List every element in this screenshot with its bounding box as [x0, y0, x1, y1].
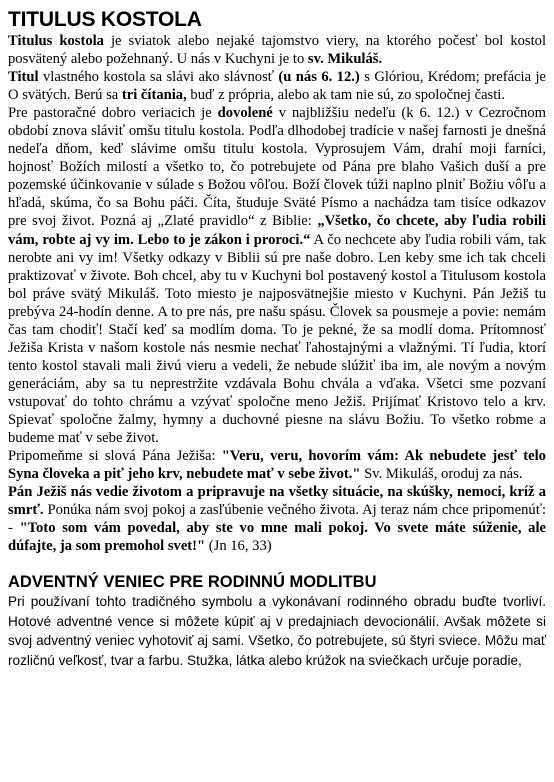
- section-body-adventny-veniec: [8, 592, 546, 670]
- text-run: je sviatok alebo nejaké tajomstvo viery, na ktorého počesť bol kostol posvätený alebo požehnaný. U nás v Kuchyni je to: [8, 33, 546, 68]
- section-body-titulus-kostola: [8, 32, 546, 555]
- section-title-titulus-kostola: TITULUS KOSTOLA: [8, 8, 202, 31]
- text-run: v najbližšiu nedeľu (k 6. 12.) v Cezročnom období znova sláviť omšu titulu kostola. Podľa dlhodobej tradície v našej farnosti je dnešná nedeľa dňom, keď slávime omšu titulu kostola. Vyprosujem Vám, drahí moji farníci, hojnosť Božích milostí a všetko to, čo potrebujete od Pána pre blaho Vašich duší a pre pozemské účinkovanie v súlade s Božou vôľou. Boží človek túži naplno plniť Božiu vôľu a hľadá, skúma, čo sa Bohu páči. Číta, študuje Sväté Písmo a nachádza tam tisíce odkazov pre svoj život. Pozná aj „Zlaté pravidlo“ z Biblie:: [8, 105, 546, 230]
- bold-run: dovolené: [217, 105, 273, 122]
- paragraph: [8, 483, 546, 555]
- text-run: A čo nechcete aby ľudia robili vám, tak nerobte ani vy im! Všetky odkazy v Biblii sú pre naše dobro. Len keby sme ich tak chceli praktizovať v živote. Boh chcel, aby tu v Kuchyni bol postavený kostol a Titulusom kostola bol práve svätý Mikuláš. Toto miesto je najposvätnejšie miesto v Kuchyni. Pán Ježiš tu prebýva 24-hodín denne. A to pre nás, pre našu spásu. Človek sa pousmeje a povie: nemám čas tam chodiť! Stačí keď sa modlím doma. To je pekné, že sa modlí doma. Prítomnosť Ježiša Krista v našom kostole nás nesmie nechať ľahostajnými a vlažnými. Tí ľudia, ktorí tento kostol stavali mali živú vieru a vedeli, že nebude slúžiť iba im, ale novým a novým generáciám, aby sa tu neprestržite vzdávala Bohu chvála a vďaka. Všetci sme pozvaní vstupovať do tohto chrámu a vzývať spoločne meno Ježiš. Prijímať Kristovo telo a krv. Spievať spoločne žalmy, hymny a duchovné piesne na slávu Božiu. To všetko robme a budeme mať v sebe život.: [8, 231, 546, 447]
- paragraph: [8, 104, 546, 447]
- section-divider-space: [8, 555, 546, 572]
- bold-run: "Toto som vám povedal, aby ste vo mne mali pokoj. Vo svete máte súženie, ale dúfajte, ja som premohol svet!": [8, 520, 547, 555]
- text-run: vlastného kostola sa slávi ako slávnosť: [38, 69, 279, 86]
- paragraph: [8, 592, 546, 670]
- bold-run: tri čítania,: [121, 87, 187, 104]
- bold-run: "Veru, veru, hovorím vám: Ak nebudete jesť telo Syna človeka a piť jeho krv, nebudete mať v sebe život.": [8, 448, 546, 483]
- bold-run: sv. Mikuláš.: [307, 51, 383, 68]
- bold-run: Pán Ježiš nás vedie životom a pripravuje na všetky situácie, na skúšky, nemoci, kríž a smrť.: [8, 484, 546, 519]
- text-run: Sv. Mikuláš, oroduj za nás.: [360, 466, 523, 483]
- bold-run: Titulus kostola: [8, 33, 104, 49]
- section-title-adventny-veniec: ADVENTNÝ VENIEC PRE RODINNÚ MODLITBU: [8, 573, 377, 592]
- paragraph: [8, 32, 546, 68]
- text-run: Pri používaní tohto tradičného symbolu a vykonávaní rodinného obradu buďte tvorliví. Hotové adventné vence si môžete kúpiť aj v predajniach devocionálií. Avšak môžete si svoj adventný veniec vyhotoviť aj sami. Všetko, čo potrebujete, sú štyri sviece. Môžu mať rozličnú veľkosť, tvar a farbu. Stužka, látka alebo krúžok na sviečkach určuje poradie,: [8, 594, 546, 668]
- bold-run: Titul: [8, 69, 39, 86]
- text-run: Pripomeňme si slová Pána Ježiša:: [8, 448, 222, 465]
- text-run: s Glóriou, Krédom; prefácia je O svätých. Berú sa: [8, 69, 547, 104]
- text-run: buď z própria, alebo ak tam nie sú, zo spoločnej časti.: [186, 87, 505, 104]
- document-page: [8, 8, 546, 670]
- paragraph: [8, 447, 546, 483]
- bold-run: (u nás 6. 12.): [278, 69, 360, 86]
- text-run: Pre pastoračné dobro veriacich je: [8, 105, 218, 122]
- text-run: Ponúka nám svoj pokoj a zasľúbenie večného života. Aj teraz nám chce pripomenúť: -: [8, 502, 546, 537]
- paragraph: [8, 68, 546, 104]
- text-run: (Jn 16, 33): [205, 538, 272, 555]
- bold-run: „Všetko, čo chcete, aby ľudia robili vám, robte aj vy im. Lebo to je zákon i proroci.“: [8, 213, 546, 248]
